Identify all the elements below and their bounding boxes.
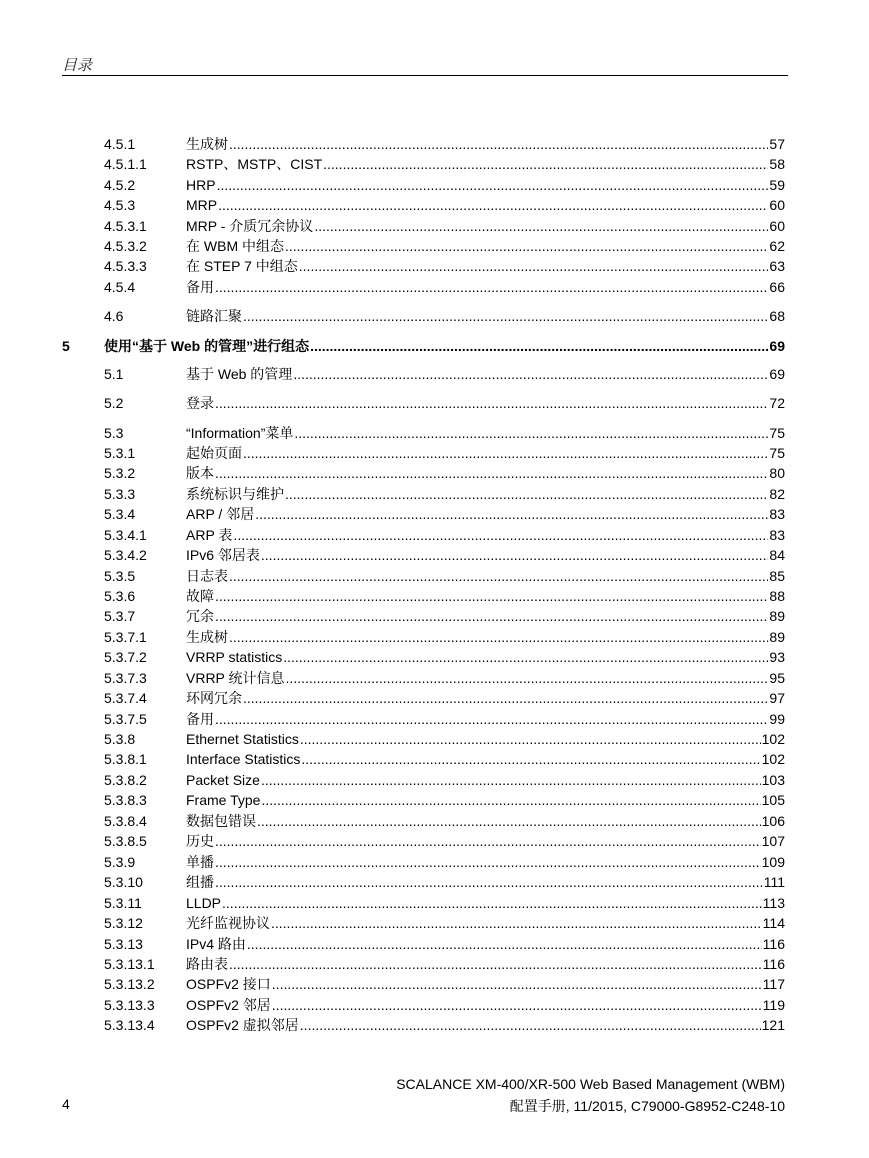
toc-entry-page-number[interactable]: 72 — [769, 395, 785, 411]
toc-entry-page-number[interactable]: 68 — [769, 308, 785, 324]
toc-dot-leader — [314, 216, 768, 236]
toc-entry-title[interactable]: 生成树 — [186, 629, 228, 645]
toc-entry-title[interactable]: 备用 — [186, 711, 214, 727]
toc-dot-leader — [310, 336, 768, 356]
toc-entry-title[interactable]: MRP — [186, 197, 218, 213]
toc-entry-number: 4.6 — [104, 308, 124, 324]
toc-entry-page-number[interactable]: 60 — [769, 218, 785, 234]
toc-entry-page-number[interactable]: 83 — [769, 527, 785, 543]
toc-entry-line — [186, 463, 785, 483]
toc-entry-line — [186, 586, 785, 606]
toc-dot-leader — [233, 525, 768, 545]
toc-entry-line — [186, 749, 785, 769]
toc-entry[interactable] — [0, 606, 869, 626]
toc-entry-page-number[interactable]: 62 — [769, 238, 785, 254]
toc-entry-number: 5.3.2 — [104, 465, 136, 481]
toc-entry-line — [186, 443, 785, 463]
toc-entry-title[interactable]: 起始页面 — [186, 445, 242, 461]
toc-entry-page-number[interactable]: 93 — [769, 649, 785, 665]
toc-entry[interactable] — [0, 709, 869, 729]
toc-entry-title[interactable]: HRP — [186, 177, 216, 193]
toc-dot-leader — [229, 627, 768, 647]
toc-entry-line — [186, 484, 785, 504]
toc-chapter-entry[interactable] — [0, 336, 869, 356]
toc-entry-line — [186, 913, 785, 933]
toc-entry-page-number[interactable]: 95 — [769, 670, 785, 686]
toc-entry-number: 5.3.13 — [104, 936, 143, 952]
toc-entry-number: 5.3.8.5 — [104, 833, 147, 849]
toc-entry[interactable] — [0, 306, 869, 326]
toc-entry-title[interactable]: MRP - 介质冗余协议 — [186, 218, 314, 234]
toc-entry-page-number[interactable]: 116 — [762, 936, 785, 952]
toc-entry-line — [186, 216, 785, 236]
toc-dot-leader — [229, 954, 762, 974]
toc-dot-leader — [243, 443, 768, 463]
toc-entry-page-number[interactable]: 89 — [769, 608, 785, 624]
toc-dot-leader — [229, 566, 768, 586]
toc-entry-line — [186, 790, 785, 810]
toc-entry[interactable] — [0, 566, 869, 586]
toc-entry-line — [186, 195, 785, 215]
toc-entry-line — [186, 831, 785, 851]
toc-entry[interactable] — [0, 364, 869, 384]
toc-entry-line — [186, 134, 785, 154]
toc-entry[interactable] — [0, 790, 869, 810]
toc-entry-title[interactable]: LLDP — [186, 895, 222, 911]
toc-entry-number: 5.3.8.1 — [104, 751, 147, 767]
toc-entry-page-number[interactable]: 88 — [769, 588, 785, 604]
toc-entry-title[interactable]: 使用“基于 Web 的管理”进行组态 — [104, 338, 310, 354]
toc-entry-line — [186, 647, 785, 667]
toc-dot-leader — [243, 306, 768, 326]
toc-entry-title[interactable]: IPv6 邻居表 — [186, 547, 260, 563]
toc-entry-line — [186, 954, 785, 974]
toc-entry-number: 4.5.3 — [104, 197, 136, 213]
toc-entry-title[interactable]: 组播 — [186, 874, 214, 890]
toc-dot-leader — [272, 974, 762, 994]
toc-entry-page-number[interactable]: 80 — [769, 465, 785, 481]
toc-entry-number: 4.5.1.1 — [104, 156, 147, 172]
toc-entry-number: 4.5.1 — [104, 136, 136, 152]
toc-entry-title[interactable]: 故障 — [186, 588, 214, 604]
toc-entry-number: 5.3.13.1 — [104, 956, 155, 972]
toc-entry[interactable] — [0, 729, 869, 749]
toc-dot-leader — [215, 852, 761, 872]
toc-entry-line — [186, 770, 785, 790]
toc-entry-number: 5.2 — [104, 395, 124, 411]
toc-entry[interactable] — [0, 995, 869, 1015]
toc-entry-page-number[interactable]: 106 — [761, 813, 785, 829]
toc-entry-page-number[interactable]: 102 — [761, 751, 785, 767]
toc-entry-number: 5.3.6 — [104, 588, 136, 604]
toc-entry-title[interactable]: 日志表 — [186, 568, 228, 584]
toc-entry-title[interactable]: “Information”菜单 — [186, 425, 294, 441]
toc-entry-line — [186, 811, 785, 831]
toc-entry-title[interactable]: 系统标识与维护 — [186, 486, 284, 502]
toc-entry-number: 5.3.13.3 — [104, 997, 155, 1013]
toc-entry-page-number[interactable]: 69 — [769, 366, 785, 382]
toc-dot-leader — [300, 1015, 761, 1035]
toc-dot-leader — [247, 934, 762, 954]
toc-entry-page-number[interactable]: 99 — [769, 711, 785, 727]
toc-entry-number: 4.5.2 — [104, 177, 136, 193]
toc-entry-title[interactable]: IPv4 路由 — [186, 936, 246, 952]
toc-entry[interactable] — [0, 216, 869, 236]
toc-dot-leader — [215, 463, 768, 483]
toc-entry-title[interactable]: Interface Statistics — [186, 751, 301, 767]
toc-entry-number: 5.3.4.1 — [104, 527, 147, 543]
toc-entry-line — [186, 893, 785, 913]
toc-entry-line — [186, 256, 785, 276]
toc-entry-line — [186, 364, 785, 384]
toc-entry-number: 5.3.4.2 — [104, 547, 147, 563]
toc-entry-title[interactable]: 在 WBM 中组态 — [186, 238, 284, 254]
toc-dot-leader — [218, 195, 768, 215]
toc-entry-number: 4.5.3.2 — [104, 238, 147, 254]
toc-entry-title[interactable]: OSPFv2 接口 — [186, 976, 271, 992]
toc-entry-line — [186, 729, 785, 749]
toc-dot-leader — [293, 364, 768, 384]
toc-entry-line — [186, 995, 785, 1015]
toc-entry-number: 5.3.12 — [104, 915, 143, 931]
toc-entry-line — [186, 525, 785, 545]
toc-entry-page-number[interactable]: 103 — [761, 772, 785, 788]
toc-entry-page-number[interactable]: 89 — [769, 629, 785, 645]
toc-dot-leader — [294, 423, 768, 443]
toc-entry[interactable] — [0, 175, 869, 195]
toc-dot-leader — [299, 256, 769, 276]
toc-dot-leader — [229, 134, 768, 154]
toc-entry-title[interactable]: 生成树 — [186, 136, 228, 152]
toc-entry[interactable] — [0, 423, 869, 443]
toc-entry-line — [186, 934, 785, 954]
toc-entry-line — [186, 627, 785, 647]
toc-entry[interactable] — [0, 627, 869, 647]
toc-entry[interactable] — [0, 586, 869, 606]
toc-entry-title[interactable]: VRRP 统计信息 — [186, 670, 285, 686]
toc-entry-line — [186, 423, 785, 443]
toc-entry-page-number[interactable]: 69 — [769, 338, 785, 354]
toc-entry-page-number[interactable]: 107 — [761, 833, 785, 849]
toc-entry-title[interactable]: Packet Size — [186, 772, 260, 788]
toc-entry-page-number[interactable]: 75 — [769, 445, 785, 461]
toc-entry-title[interactable]: 路由表 — [186, 956, 228, 972]
toc-entry-page-number[interactable]: 75 — [769, 425, 785, 441]
toc-entry-number: 5.3.9 — [104, 854, 136, 870]
toc-entry-title[interactable]: 历史 — [186, 833, 214, 849]
toc-entry[interactable] — [0, 256, 869, 276]
toc-entry-number: 5.3.7.5 — [104, 711, 147, 727]
toc-entry-title[interactable]: 备用 — [186, 279, 214, 295]
toc-entry[interactable] — [0, 974, 869, 994]
toc-entry-page-number[interactable]: 113 — [762, 895, 785, 911]
toc-dot-leader — [215, 393, 768, 413]
toc-entry[interactable] — [0, 893, 869, 913]
toc-entry-page-number[interactable]: 83 — [769, 506, 785, 522]
toc-entry-page-number[interactable]: 121 — [761, 1017, 785, 1033]
toc-entry-title[interactable]: ARP / 邻居 — [186, 506, 255, 522]
toc-entry-title[interactable]: OSPFv2 虚拟邻居 — [186, 1017, 299, 1033]
toc-entry-number: 5.3.13.4 — [104, 1017, 155, 1033]
toc-entry-line — [186, 306, 785, 326]
toc-entry-page-number[interactable]: 114 — [762, 915, 785, 931]
toc-entry-number: 5.3.1 — [104, 445, 136, 461]
toc-entry-title[interactable]: 在 STEP 7 中组态 — [186, 258, 298, 274]
toc-entry-number: 5.3.7.1 — [104, 629, 147, 645]
toc-entry-line — [186, 709, 785, 729]
toc-entry-number: 5.3.7.3 — [104, 670, 147, 686]
toc-entry-title[interactable]: 登录 — [186, 395, 214, 411]
toc-dot-leader — [286, 668, 769, 688]
toc-entry-title[interactable]: 基于 Web 的管理 — [186, 366, 293, 382]
toc-entry-page-number[interactable]: 97 — [769, 690, 785, 706]
toc-dot-leader — [261, 790, 760, 810]
toc-entry-number: 5.3.7 — [104, 608, 136, 624]
toc-entry-line — [186, 175, 785, 195]
toc-dot-leader — [257, 811, 761, 831]
toc-dot-leader — [272, 995, 762, 1015]
toc-entry-title[interactable]: 光纤监视协议 — [186, 915, 270, 931]
toc-entry-number: 5.3.7.4 — [104, 690, 147, 706]
toc-entry[interactable] — [0, 1015, 869, 1035]
toc-entry[interactable] — [0, 525, 869, 545]
toc-dot-leader — [261, 770, 761, 790]
toc-entry[interactable] — [0, 277, 869, 297]
toc-entry-title[interactable]: 数据包错误 — [186, 813, 256, 829]
toc-dot-leader — [261, 545, 769, 565]
toc-entry-page-number[interactable]: 111 — [763, 874, 785, 890]
toc-entry[interactable] — [0, 872, 869, 892]
toc-entry[interactable] — [0, 393, 869, 413]
toc-entry-title[interactable]: Ethernet Statistics — [186, 731, 299, 747]
toc-entry[interactable] — [0, 954, 869, 974]
toc-entry-title[interactable]: 冗余 — [186, 608, 214, 624]
toc-entry[interactable] — [0, 688, 869, 708]
toc-entry-line — [186, 566, 785, 586]
toc-entry-number: 5.3.13.2 — [104, 976, 155, 992]
toc-entry-line — [186, 236, 785, 256]
footer-document-subtitle: 配置手册, 11/2015, C79000-G8952-C248-10 — [509, 1098, 785, 1114]
toc-dot-leader — [215, 606, 768, 626]
toc-entry-title[interactable]: VRRP statistics — [186, 649, 283, 665]
toc-entry[interactable] — [0, 770, 869, 790]
toc-entry-title[interactable]: Frame Type — [186, 792, 261, 808]
toc-entry-number: 5.3.11 — [104, 895, 142, 911]
toc-entry-title[interactable]: 版本 — [186, 465, 214, 481]
toc-entry-title[interactable]: OSPFv2 邻居 — [186, 997, 271, 1013]
toc-entry-line — [186, 545, 785, 565]
footer-page-number: 4 — [62, 1096, 70, 1112]
footer-document-title: SCALANCE XM-400/XR-500 Web Based Management (WBM) — [396, 1076, 785, 1092]
toc-entry-line — [104, 336, 785, 356]
toc-entry-title[interactable]: 链路汇聚 — [186, 308, 242, 324]
toc-entry-number: 5.3.5 — [104, 568, 136, 584]
toc-entry-page-number[interactable]: 84 — [769, 547, 785, 563]
toc-entry-page-number[interactable]: 60 — [769, 197, 785, 213]
toc-entry-page-number[interactable]: 63 — [769, 258, 785, 274]
toc-entry-number: 5.3.3 — [104, 486, 136, 502]
toc-entry-number: 5.3 — [104, 425, 124, 441]
toc-entry-page-number[interactable]: 57 — [769, 136, 785, 152]
toc-entry-page-number[interactable]: 102 — [761, 731, 785, 747]
toc-entry[interactable] — [0, 647, 869, 667]
page-header-title: 目录 — [62, 57, 93, 74]
toc-dot-leader — [285, 484, 768, 504]
toc-entry-title[interactable]: 环网冗余 — [186, 690, 242, 706]
toc-entry-number: 5.3.4 — [104, 506, 136, 522]
toc-dot-leader — [215, 709, 768, 729]
toc-entry[interactable] — [0, 195, 869, 215]
toc-entry-page-number[interactable]: 105 — [761, 792, 785, 808]
toc-entry-line — [186, 852, 785, 872]
toc-dot-leader — [285, 236, 768, 256]
toc-entry-line — [186, 688, 785, 708]
toc-entry-number: 5.3.8 — [104, 731, 136, 747]
toc-entry[interactable] — [0, 154, 869, 174]
toc-dot-leader — [243, 688, 768, 708]
toc-entry-line — [186, 974, 785, 994]
toc-entry-line — [186, 606, 785, 626]
toc-dot-leader — [323, 154, 768, 174]
toc-entry-line — [186, 154, 785, 174]
toc-entry-page-number[interactable]: 59 — [769, 177, 785, 193]
toc-dot-leader — [215, 277, 768, 297]
toc-entry[interactable] — [0, 134, 869, 154]
toc-entry-number: 5.3.8.3 — [104, 792, 147, 808]
toc-entry[interactable] — [0, 934, 869, 954]
toc-entry-number: 5 — [62, 338, 70, 354]
toc-entry[interactable] — [0, 831, 869, 851]
toc-entry-page-number[interactable]: 66 — [769, 279, 785, 295]
toc-entry-line — [186, 393, 785, 413]
header-divider — [62, 75, 788, 76]
toc-entry-number: 4.5.4 — [104, 279, 136, 295]
toc-dot-leader — [222, 893, 762, 913]
toc-entry-page-number[interactable]: 85 — [769, 568, 785, 584]
toc-entry[interactable] — [0, 749, 869, 769]
toc-entry[interactable] — [0, 913, 869, 933]
toc-entry-number: 5.3.7.2 — [104, 649, 147, 665]
toc-entry[interactable] — [0, 463, 869, 483]
toc-dot-leader — [301, 749, 760, 769]
toc-entry-line — [186, 277, 785, 297]
toc-entry-number: 4.5.3.1 — [104, 218, 147, 234]
toc-entry[interactable] — [0, 545, 869, 565]
toc-entry-page-number[interactable]: 119 — [762, 997, 785, 1013]
toc-dot-leader — [283, 647, 768, 667]
toc-entry-page-number[interactable]: 109 — [761, 854, 785, 870]
toc-dot-leader — [215, 586, 768, 606]
toc-dot-leader — [215, 872, 763, 892]
toc-entry-number: 4.5.3.3 — [104, 258, 147, 274]
toc-entry[interactable] — [0, 668, 869, 688]
toc-entry-number: 5.3.8.2 — [104, 772, 147, 788]
toc-entry-title[interactable]: 单播 — [186, 854, 214, 870]
toc-dot-leader — [217, 175, 769, 195]
toc-entry-page-number[interactable]: 58 — [769, 156, 785, 172]
toc-entry-number: 5.3.8.4 — [104, 813, 147, 829]
toc-entry-page-number[interactable]: 82 — [769, 486, 785, 502]
toc-dot-leader — [300, 729, 761, 749]
toc-dot-leader — [215, 831, 761, 851]
toc-entry-line — [186, 668, 785, 688]
toc-entry-title[interactable]: ARP 表 — [186, 527, 233, 543]
toc-entry[interactable] — [0, 484, 869, 504]
toc-entry-line — [186, 504, 785, 524]
toc-entry-title[interactable]: RSTP、MSTP、CIST — [186, 156, 323, 172]
toc-dot-leader — [271, 913, 762, 933]
toc-entry-line — [186, 872, 785, 892]
toc-entry-page-number[interactable]: 116 — [762, 956, 785, 972]
toc-entry[interactable] — [0, 852, 869, 872]
toc-dot-leader — [255, 504, 768, 524]
toc-entry[interactable] — [0, 811, 869, 831]
toc-entry-page-number[interactable]: 117 — [762, 976, 785, 992]
toc-entry[interactable] — [0, 236, 869, 256]
toc-entry[interactable] — [0, 443, 869, 463]
toc-entry-number: 5.3.10 — [104, 874, 143, 890]
toc-entry-line — [186, 1015, 785, 1035]
toc-entry-number: 5.1 — [104, 366, 124, 382]
toc-entry[interactable] — [0, 504, 869, 524]
